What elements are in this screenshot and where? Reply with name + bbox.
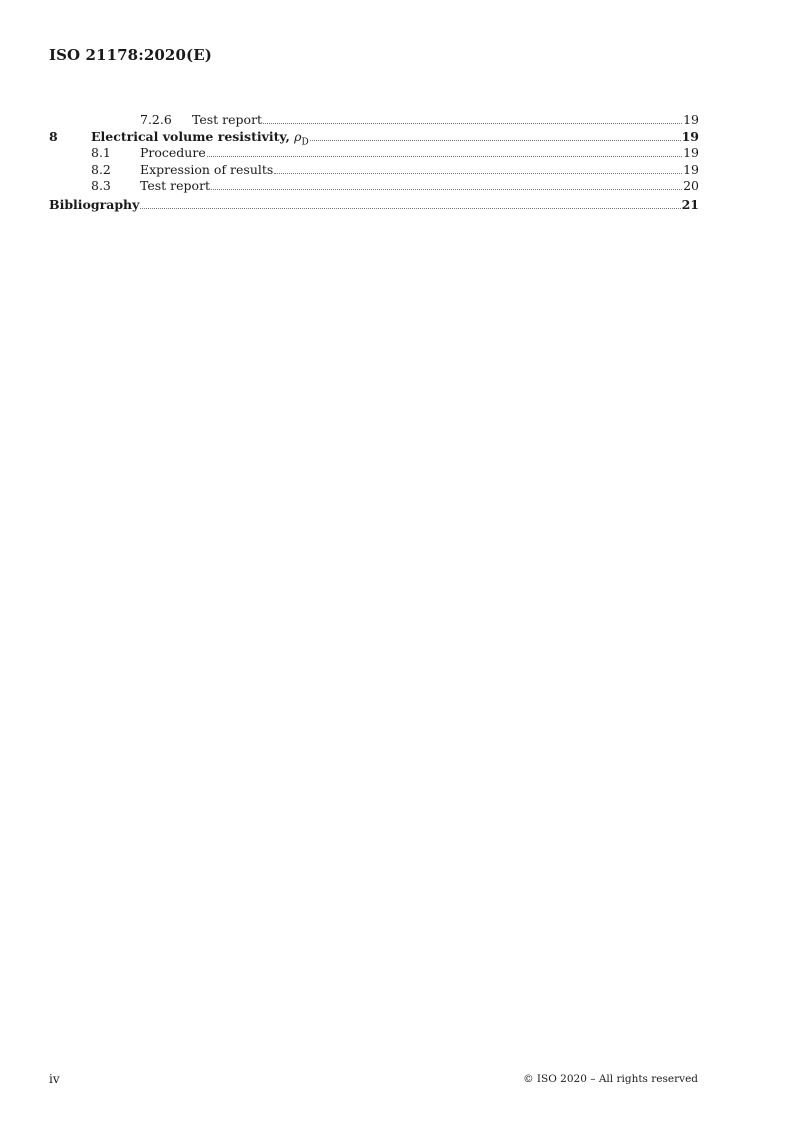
toc-entry-page: 21 xyxy=(681,196,699,212)
toc-entry-8[interactable] xyxy=(49,129,699,146)
toc-entry-title: Test report xyxy=(192,112,263,127)
toc-dot-leader xyxy=(211,189,682,190)
toc-entry-8-1[interactable] xyxy=(49,145,699,162)
toc-entry-8-2[interactable] xyxy=(49,162,699,179)
toc-entry-number: 8 xyxy=(49,128,58,144)
copyright-notice: © ISO 2020 – All rights reserved xyxy=(523,1073,698,1085)
toc-entry-number: 7.2.6 xyxy=(140,112,172,127)
toc-entry-number: 8.2 xyxy=(91,161,111,177)
page-number: iv xyxy=(49,1072,60,1086)
toc-entry-number: 8.3 xyxy=(91,178,111,193)
toc-dot-leader xyxy=(140,208,680,209)
rho-subscript: D xyxy=(301,137,309,147)
toc-entry-title: Test report xyxy=(140,178,211,193)
toc-dot-leader xyxy=(263,123,682,124)
toc-entry-7-2-6[interactable] xyxy=(49,112,699,129)
toc-dot-leader xyxy=(310,140,681,141)
toc-dot-leader xyxy=(207,156,682,157)
toc-entry-number: 8.1 xyxy=(91,145,111,160)
toc-entry-page: 19 xyxy=(683,161,699,177)
toc-entry-page: 19 xyxy=(681,128,699,144)
table-of-contents xyxy=(49,112,699,213)
toc-entry-8-3[interactable] xyxy=(49,178,699,195)
toc-entry-title: Bibliography xyxy=(49,196,140,212)
toc-entry-page: 19 xyxy=(683,145,699,160)
toc-entry-title: Expression of results xyxy=(140,161,274,177)
toc-entry-title-text: Electrical volume resistivity, xyxy=(91,128,295,144)
toc-entry-page: 20 xyxy=(683,178,699,193)
toc-dot-leader xyxy=(274,173,682,174)
rho-symbol: ρ xyxy=(294,128,302,144)
toc-entry-page: 19 xyxy=(683,112,699,127)
toc-entry-title: Procedure xyxy=(140,145,206,160)
toc-entry-bibliography[interactable] xyxy=(49,197,699,214)
document-id-header: ISO 21178:2020(E) xyxy=(49,46,212,64)
